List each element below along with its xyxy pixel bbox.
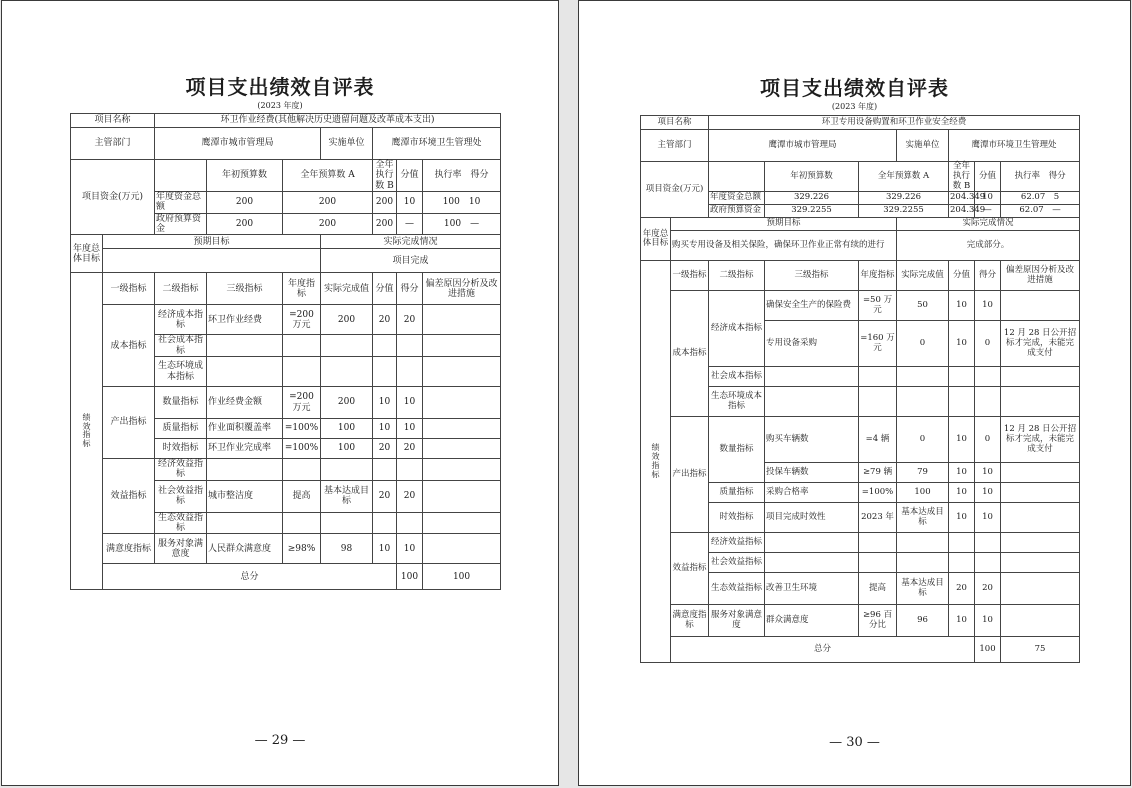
l2-cell: 生态效益指标: [155, 512, 207, 534]
got-cell: 10: [975, 463, 1001, 483]
actual-cell: 200: [321, 305, 373, 335]
target-cell: =100%: [859, 483, 897, 503]
l3-cell: [207, 459, 283, 481]
score-cell: [373, 335, 397, 357]
target-cell: [283, 459, 321, 481]
ind-header: 三级指标: [765, 261, 859, 291]
score-cell: 10: [949, 321, 975, 367]
got-cell: 10: [397, 534, 423, 564]
fund-row-label: 政府预算资金: [709, 205, 765, 218]
ind-header: 年度指标: [283, 273, 321, 305]
note-cell: [1001, 291, 1080, 321]
actual-goal-label: 实际完成情况: [321, 235, 501, 249]
actual-cell: 0: [897, 417, 949, 463]
score-cell: 10: [949, 483, 975, 503]
goal-label: 年度总体目标: [641, 218, 671, 261]
l3-cell: [207, 512, 283, 534]
empty-cell: [975, 367, 1001, 387]
target-cell: 提高: [283, 480, 321, 512]
actual-cell: [897, 553, 949, 573]
fund-header: 执行率: [434, 170, 462, 181]
got-cell: 10: [397, 387, 423, 419]
note-cell: [423, 419, 501, 439]
page-number: — 30 —: [829, 735, 880, 750]
empty-cell: [765, 367, 859, 387]
empty-cell: [949, 387, 975, 417]
total-score: 100: [975, 637, 1001, 663]
got-cell: 10: [975, 605, 1001, 637]
l2-cell: 经济效益指标: [709, 533, 765, 553]
l2-cell: 服务对象满意度: [155, 534, 207, 564]
project-name-value: 环卫作业经费(其他解决历史遗留问题及改革成本支出): [155, 114, 501, 128]
target-cell: [859, 553, 897, 573]
page-number: — 29 —: [254, 733, 306, 748]
fund-header-rate-score: [1001, 162, 1080, 192]
fund-row-label: 年度资金总额: [155, 192, 207, 214]
fund-header: 全年预算数 A: [859, 162, 949, 192]
ind-header: 实际完成值: [321, 273, 373, 305]
ind-header: 年度指标: [859, 261, 897, 291]
expected-goal-text: 购买专用设备及相关保险，确保环卫作业正常有续的进行: [671, 231, 897, 261]
l2-cell: 社会成本指标: [155, 335, 207, 357]
note-cell: 12 月 28 日公开招标才完成，未能完成支付: [1001, 321, 1080, 367]
fund-header-rate-score: [423, 160, 501, 192]
fund-cell: 10: [468, 197, 481, 208]
fund-header-blank: [155, 160, 207, 192]
fund-cell: 329.2255: [859, 205, 949, 218]
note-cell: [423, 335, 501, 357]
l3-cell: 确保安全生产的保险费: [765, 291, 859, 321]
performance-table: [640, 115, 1080, 663]
expected-goal-label: 预期目标: [103, 235, 321, 249]
fund-header: 全年执行数 B: [373, 160, 397, 192]
target-cell: =100%: [283, 439, 321, 459]
actual-cell: [321, 335, 373, 357]
l3-cell: 采购合格率: [765, 483, 859, 503]
actual-cell: [321, 512, 373, 534]
ind-header: 偏差原因分析及改进措施: [423, 273, 501, 305]
actual-cell: 100: [897, 483, 949, 503]
target-cell: ≥96 百分比: [859, 605, 897, 637]
project-name-label: 项目名称: [641, 116, 709, 130]
score-cell: 20: [373, 305, 397, 335]
report-year: (2023 年度): [257, 101, 303, 110]
note-cell: [1001, 553, 1080, 573]
target-cell: 2023 年: [859, 503, 897, 533]
l2-cell: 生态环境成本指标: [155, 357, 207, 387]
note-cell: [1001, 463, 1080, 483]
fund-cell-rate-score: [423, 192, 501, 214]
actual-cell: 50: [897, 291, 949, 321]
l3-cell: [207, 357, 283, 387]
fund-cell: 62.07: [1020, 192, 1046, 203]
ind-header: 三级指标: [207, 273, 283, 305]
score-cell: [949, 553, 975, 573]
expected-goal-text: [103, 249, 321, 273]
got-cell: [397, 512, 423, 534]
dept-value: 鹰潭市城市管理局: [155, 128, 321, 160]
perf-label: 绩效指标: [651, 443, 660, 479]
l2-cell: 经济成本指标: [155, 305, 207, 335]
actual-cell: 100: [321, 439, 373, 459]
got-cell: [397, 335, 423, 357]
fund-cell-rate-score: [1001, 205, 1080, 218]
note-cell: [1001, 503, 1080, 533]
page-title: 项目支出绩效自评表: [185, 75, 375, 99]
score-cell: 10: [373, 387, 397, 419]
empty-cell: [1001, 387, 1080, 417]
l2-cell: 质量指标: [155, 419, 207, 439]
empty-cell: [975, 387, 1001, 417]
empty-cell: [897, 367, 949, 387]
l3-cell: 改善卫生环境: [765, 573, 859, 605]
score-cell: 20: [373, 439, 397, 459]
actual-cell: [897, 533, 949, 553]
note-cell: [423, 459, 501, 481]
score-cell: 10: [373, 534, 397, 564]
total-got: 100: [423, 564, 501, 590]
l2-cell: 服务对象满意度: [709, 605, 765, 637]
l3-cell: 环卫作业完成率: [207, 439, 283, 459]
got-cell: 0: [975, 417, 1001, 463]
page-30: [578, 0, 1131, 786]
got-cell: 20: [397, 305, 423, 335]
l2-cell: 时效指标: [155, 439, 207, 459]
l3-cell: 投保车辆数: [765, 463, 859, 483]
actual-cell: 基本达成目标: [321, 480, 373, 512]
score-cell: [373, 357, 397, 387]
target-cell: =160 万元: [859, 321, 897, 367]
fund-cell: 200: [283, 213, 373, 235]
fund-cell: 204.349: [949, 192, 975, 205]
project-name-label: 项目名称: [71, 114, 155, 128]
got-cell: 20: [397, 439, 423, 459]
perf-label-cell: [641, 261, 671, 663]
l3-cell: 作业面积覆盖率: [207, 419, 283, 439]
l2-cell: 质量指标: [709, 483, 765, 503]
target-cell: [283, 335, 321, 357]
got-cell: 10: [975, 503, 1001, 533]
ind-header: 分值: [949, 261, 975, 291]
fund-row-label: 政府预算资金: [155, 213, 207, 235]
score-cell: 10: [949, 291, 975, 321]
score-cell: [373, 459, 397, 481]
target-cell: [283, 357, 321, 387]
funds-label: 项目资金(万元): [641, 162, 709, 218]
fund-cell-rate-score: [1001, 192, 1080, 205]
target-cell: =200 万元: [283, 387, 321, 419]
note-cell: [423, 439, 501, 459]
score-cell: 20: [373, 480, 397, 512]
output-label: 产出指标: [103, 387, 155, 459]
l3-cell: 环卫作业经费: [207, 305, 283, 335]
fund-cell: —: [397, 213, 423, 235]
fund-header: 全年预算数 A: [283, 160, 373, 192]
fund-header: 年初预算数: [207, 160, 283, 192]
l2-cell: 社会效益指标: [709, 553, 765, 573]
actual-cell: 0: [897, 321, 949, 367]
actual-cell: [321, 357, 373, 387]
l3-cell: 专用设备采购: [765, 321, 859, 367]
l3-cell: 购买车辆数: [765, 417, 859, 463]
got-cell: 10: [975, 291, 1001, 321]
empty-cell: [765, 387, 859, 417]
ind-header: 一级指标: [671, 261, 709, 291]
l3-cell: 作业经费金额: [207, 387, 283, 419]
cost-label: 成本指标: [671, 291, 709, 417]
report-year: (2023 年度): [831, 102, 878, 111]
fund-cell: 204.349: [949, 205, 975, 218]
empty-cell: [897, 387, 949, 417]
l3-cell: 城市整洁度: [207, 480, 283, 512]
l2-cell: 生态效益指标: [709, 573, 765, 605]
fund-header: 全年执行数 B: [949, 162, 975, 192]
fund-cell: 200: [207, 192, 283, 214]
ind-header: 实际完成值: [897, 261, 949, 291]
got-cell: [975, 533, 1001, 553]
l2-cell: 数量指标: [155, 387, 207, 419]
target-cell: [283, 512, 321, 534]
total-label: 总分: [103, 564, 397, 590]
fund-header: 得分: [1048, 170, 1066, 181]
fund-cell-rate-score: [423, 213, 501, 235]
perf-label: 绩效指标: [82, 412, 91, 449]
actual-cell: 79: [897, 463, 949, 483]
impl-value: 鹰潭市环境卫生管理处: [949, 130, 1080, 162]
fund-cell: 200: [207, 213, 283, 235]
impl-value: 鹰潭市环境卫生管理处: [373, 128, 501, 160]
ind-header: 二级指标: [155, 273, 207, 305]
empty-cell: [1001, 367, 1080, 387]
l2-cell: 社会效益指标: [155, 480, 207, 512]
l2-cell: 经济效益指标: [155, 459, 207, 481]
actual-cell: 96: [897, 605, 949, 637]
benefit-label: 效益指标: [671, 533, 709, 605]
dept-label: 主管部门: [71, 128, 155, 160]
total-label: 总分: [671, 637, 975, 663]
fund-header: 得分: [470, 170, 489, 181]
l3-cell: [207, 335, 283, 357]
ind-header: 分值: [373, 273, 397, 305]
note-cell: [423, 305, 501, 335]
expected-goal-label: 预期目标: [671, 218, 897, 231]
l3-cell: 群众满意度: [765, 605, 859, 637]
note-cell: [423, 480, 501, 512]
total-got: 75: [1001, 637, 1080, 663]
fund-cell: 329.226: [765, 192, 859, 205]
dept-label: 主管部门: [641, 130, 709, 162]
target-cell: 提高: [859, 573, 897, 605]
empty-cell: [859, 387, 897, 417]
empty-cell: [949, 367, 975, 387]
fund-cell: 10: [975, 192, 1001, 205]
dept-value: 鹰潭市城市管理局: [709, 130, 897, 162]
l2-cell: 社会成本指标: [709, 367, 765, 387]
got-cell: [397, 357, 423, 387]
actual-goal-text: 完成部分。: [897, 231, 1080, 261]
fund-header: 分值: [397, 160, 423, 192]
fund-cell: 200: [373, 213, 397, 235]
page-title: 项目支出绩效自评表: [760, 76, 949, 100]
score-cell: [373, 512, 397, 534]
actual-cell: 98: [321, 534, 373, 564]
score-cell: 10: [949, 463, 975, 483]
note-cell: [1001, 483, 1080, 503]
ind-header: 得分: [397, 273, 423, 305]
target-cell: ≥98%: [283, 534, 321, 564]
actual-cell: 基本达成目标: [897, 573, 949, 605]
target-cell: [859, 533, 897, 553]
actual-cell: 200: [321, 387, 373, 419]
ind-header: 偏差原因分析及改进措施: [1001, 261, 1080, 291]
got-cell: 10: [397, 419, 423, 439]
perf-label-cell: [71, 273, 103, 590]
score-cell: [949, 533, 975, 553]
got-cell: [975, 553, 1001, 573]
fund-cell: 329.2255: [765, 205, 859, 218]
funds-label: 项目资金(万元): [71, 160, 155, 235]
project-name-value: 环卫专用设备购置和环卫作业安全经费: [709, 116, 1080, 130]
target-cell: =200 万元: [283, 305, 321, 335]
note-cell: [423, 387, 501, 419]
score-cell: 10: [949, 417, 975, 463]
ind-header: 得分: [975, 261, 1001, 291]
target-cell: =50 万元: [859, 291, 897, 321]
fund-header: 执行率: [1014, 170, 1041, 181]
benefit-label: 效益指标: [103, 459, 155, 534]
l2-cell: 经济成本指标: [709, 291, 765, 367]
got-cell: 20: [975, 573, 1001, 605]
actual-goal-text: 项目完成: [321, 249, 501, 273]
fund-cell: —: [470, 218, 480, 229]
l2-cell: 时效指标: [709, 503, 765, 533]
impl-label: 实施单位: [321, 128, 373, 160]
note-cell: [1001, 573, 1080, 605]
actual-cell: 100: [321, 419, 373, 439]
fund-cell: 5: [1053, 192, 1060, 203]
score-cell: 10: [949, 503, 975, 533]
fund-cell: —: [1052, 205, 1061, 216]
score-cell: 10: [949, 605, 975, 637]
score-cell: 10: [373, 419, 397, 439]
got-cell: 10: [975, 483, 1001, 503]
ind-header: 一级指标: [103, 273, 155, 305]
fund-cell: 329.226: [859, 192, 949, 205]
l3-cell: [765, 553, 859, 573]
note-cell: [1001, 533, 1080, 553]
target-cell: =100%: [283, 419, 321, 439]
l3-cell: [765, 533, 859, 553]
note-cell: [1001, 605, 1080, 637]
page-29: [1, 0, 559, 786]
fund-header: 分值: [975, 162, 1001, 192]
got-cell: [397, 459, 423, 481]
fund-cell: 10: [397, 192, 423, 214]
fund-row-label: 年度资金总额: [709, 192, 765, 205]
fund-cell: —: [975, 205, 1001, 218]
goal-label: 年度总体目标: [71, 235, 103, 273]
total-score: 100: [397, 564, 423, 590]
note-cell: [423, 512, 501, 534]
score-cell: 20: [949, 573, 975, 605]
fund-header-blank: [709, 162, 765, 192]
actual-cell: [321, 459, 373, 481]
satis-label: 满意度指标: [103, 534, 155, 564]
l3-cell: 项目完成时效性: [765, 503, 859, 533]
l2-cell: 生态环境成本指标: [709, 387, 765, 417]
satis-label: 满意度指标: [671, 605, 709, 637]
note-cell: [423, 534, 501, 564]
empty-cell: [859, 367, 897, 387]
performance-table: [70, 113, 501, 590]
actual-cell: 基本达成目标: [897, 503, 949, 533]
ind-header: 二级指标: [709, 261, 765, 291]
fund-cell: 100: [443, 218, 462, 229]
target-cell: =4 辆: [859, 417, 897, 463]
output-label: 产出指标: [671, 417, 709, 533]
got-cell: 0: [975, 321, 1001, 367]
cost-label: 成本指标: [103, 305, 155, 387]
got-cell: 20: [397, 480, 423, 512]
target-cell: ≥79 辆: [859, 463, 897, 483]
fund-cell: 200: [283, 192, 373, 214]
actual-goal-label: 实际完成情况: [897, 218, 1080, 231]
fund-cell: 62.07: [1019, 205, 1044, 216]
l3-cell: 人民群众满意度: [207, 534, 283, 564]
note-cell: 12 月 28 日公开招标才完成，未能完成支付: [1001, 417, 1080, 463]
note-cell: [423, 357, 501, 387]
fund-cell: 100: [442, 197, 460, 208]
impl-label: 实施单位: [897, 130, 949, 162]
l2-cell: 数量指标: [709, 417, 765, 483]
fund-cell: 200: [373, 192, 397, 214]
fund-header: 年初预算数: [765, 162, 859, 192]
